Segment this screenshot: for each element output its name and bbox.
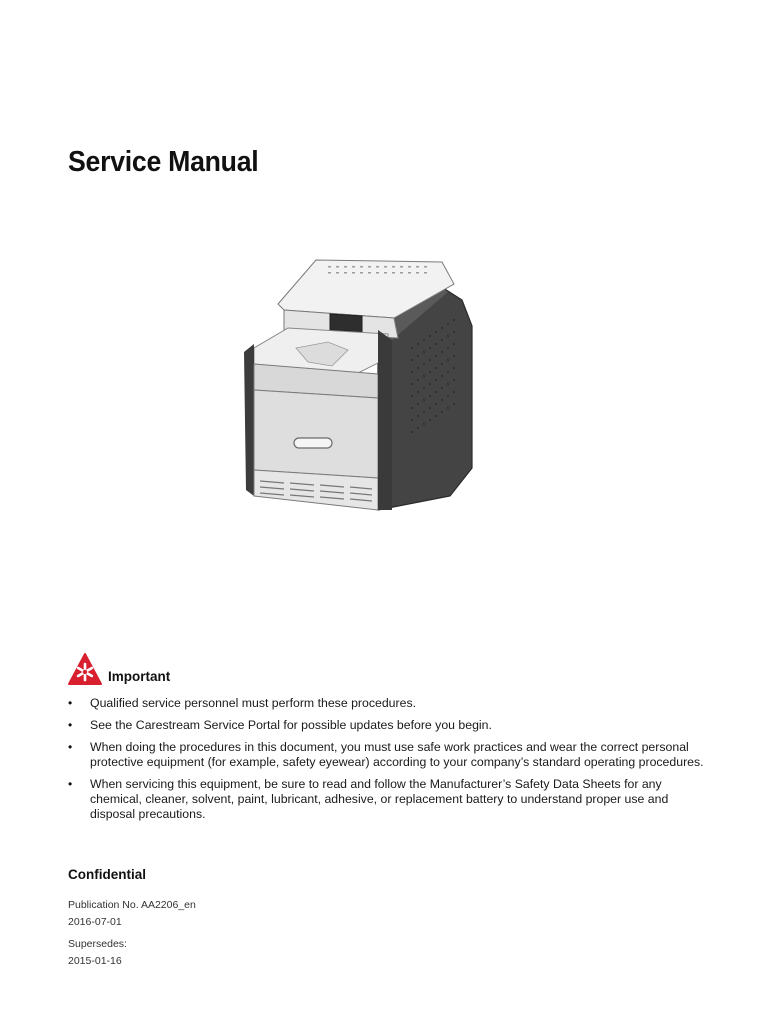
product-image [232,248,488,520]
important-heading [68,652,708,688]
confidential-label: Confidential [68,867,146,882]
important-list [68,696,708,822]
publication-date: 2016-07-01 [68,916,122,928]
supersedes-label: Supersedes: [68,938,127,950]
list-item: • Qualified service personnel must perform these procedures. [68,696,708,711]
list-item: • When servicing this equipment, be sure to read and follow the Manufacturer’s Safety Data Sheets for any chemical, cleaner, solvent, paint, lubricant, adhesive, or replacement battery to understand proper use and disposal precautions. [68,777,708,822]
important-notice [68,652,708,829]
important-warning-icon [68,653,102,687]
laser-imager-printer-icon [232,248,488,520]
supersedes-date: 2015-01-16 [68,955,122,967]
page-title: Service Manual [68,146,259,178]
list-item: • When doing the procedures in this document, you must use safe work practices and wear the correct personal protective equipment (for example, safety eyewear) according to your company’s standard operating procedures. [68,740,708,770]
publication-number: Publication No. AA2206_en [68,899,196,911]
important-label: Important [108,668,171,684]
list-item: • See the Carestream Service Portal for possible updates before you begin. [68,718,708,733]
